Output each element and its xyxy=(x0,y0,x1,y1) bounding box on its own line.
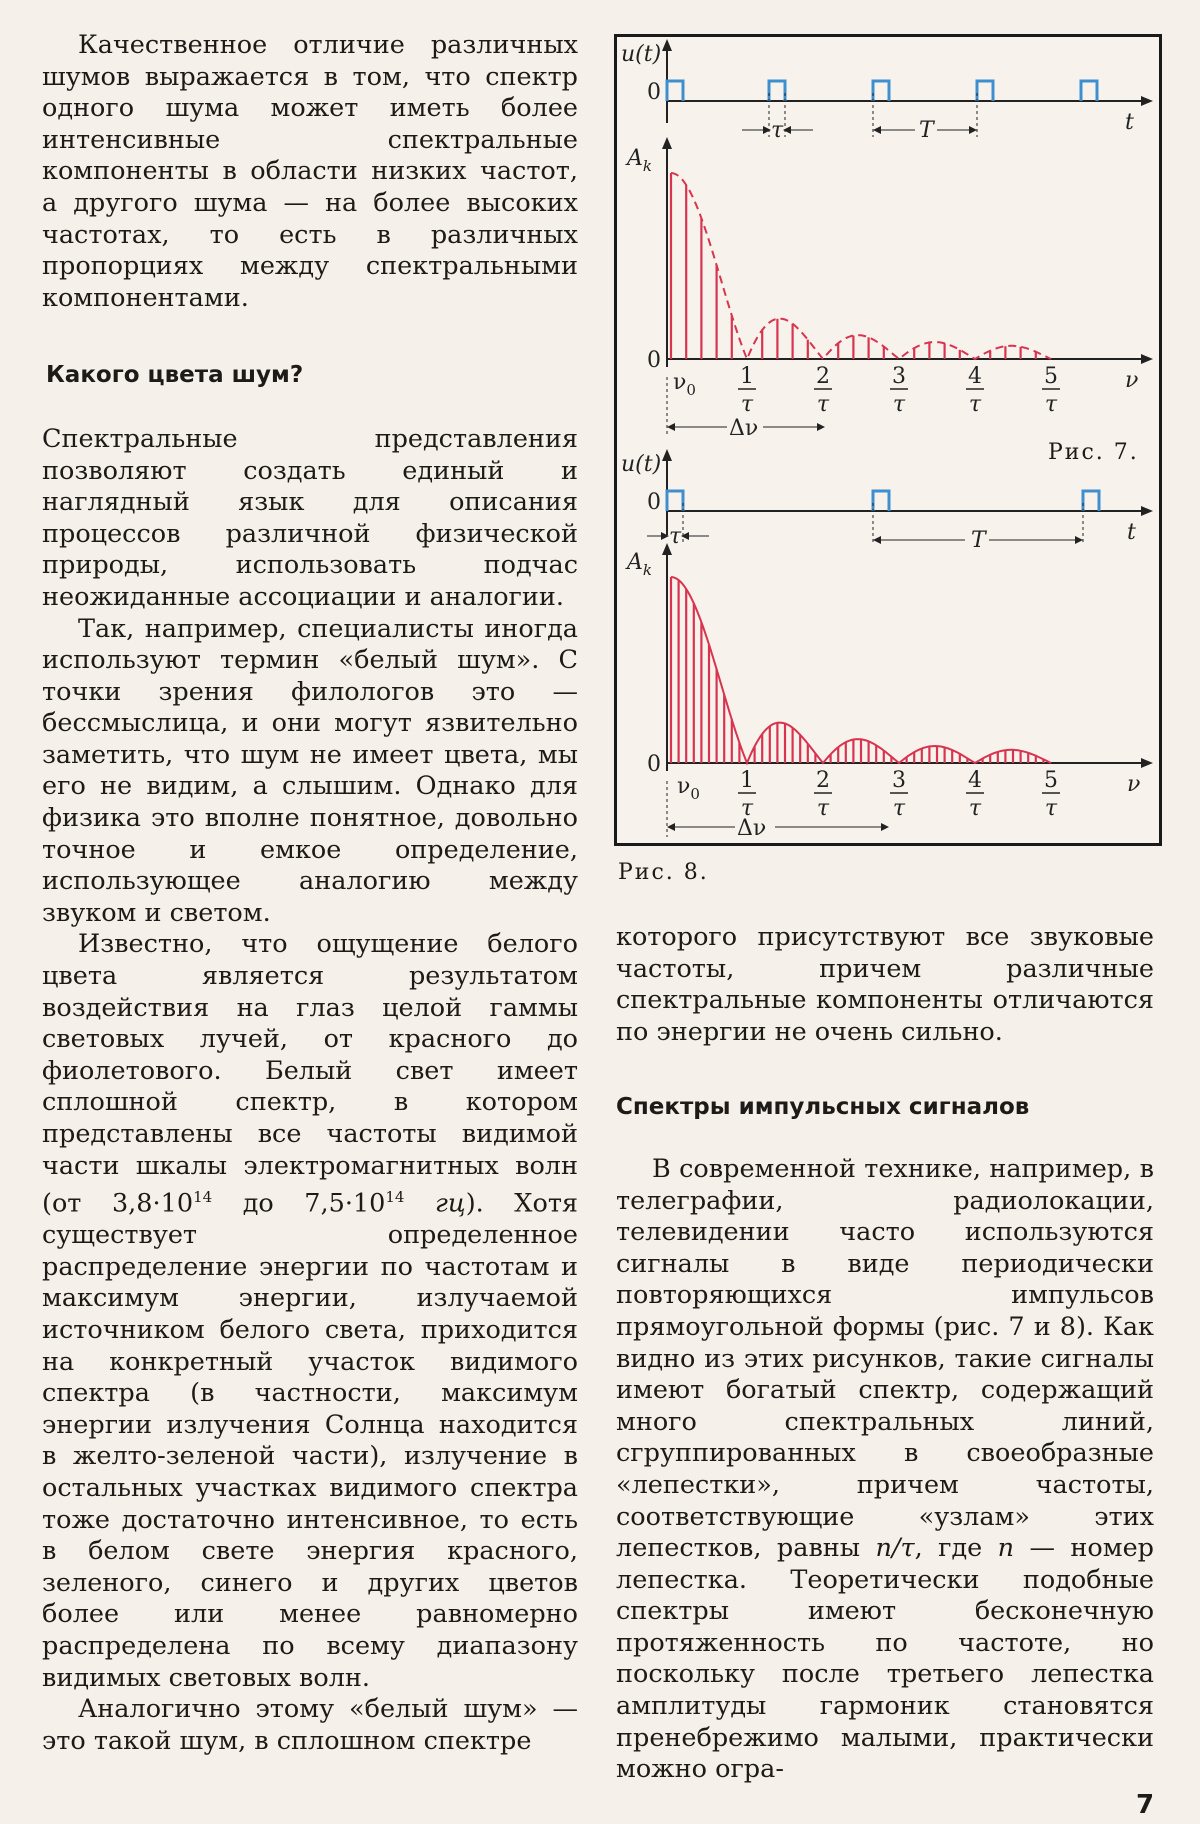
fig8-spectral-lines xyxy=(671,577,1043,763)
pulse-text-c: — номер лепестка. Теоретически подобные спектры имеют бесконечную протяженность по частоте, но поскольку после третьего лепестка амплитуды гармоник становятся пренебрежимо малыми, практически можно огра- xyxy=(616,1533,1154,1785)
pulse-1 xyxy=(667,491,683,511)
left-column xyxy=(42,30,578,1757)
fig7-t-axis: t xyxy=(1125,110,1134,135)
fig7-pulses xyxy=(667,81,1097,101)
white-light-text-b: до 7,5·10 xyxy=(212,1188,386,1219)
fig7-zero-spectrum: 0 xyxy=(647,348,661,373)
paragraph-continuation: которого присутствуют все звуковые частоты, причем различные спектральные компоненты отличаются по энергии не очень сильно. xyxy=(616,922,1154,1047)
fig8-u-label: u(t) xyxy=(621,452,662,477)
fig7-x-tick-labels xyxy=(738,364,1060,417)
white-light-text-c: ). Хотя существует определенное распределение энергии по частотам и максимум энергии, излучаемой источником белого света, приходится на конкретный участок видимого спектра (в частности, максимум энергии излучения Солнца находится в желто-зеленой части), излучение в остальных участках видимого спектра тоже достаточно интенсивное, то есть в белом свете энергия красного, зеленого, синего и других цветов более или менее равномерно распределена по всему диапазону видимых световых волн. xyxy=(42,1188,579,1693)
tick-numerator-4: 4 xyxy=(968,768,982,793)
fig8-tau-label: τ xyxy=(669,524,682,549)
white-light-text-a: Известно, что ощущение белого цвета является результатом воздействия на глаз целой гаммы световых лучей, от красного до фиолетового. Белый свет имеет сплошной спектр, в котором представлены все частоты видимой части шкалы электромагнитных волн (от 3,8·10 xyxy=(42,929,578,1219)
tick-numerator-5: 5 xyxy=(1044,768,1058,793)
fig8-envelope-curve xyxy=(671,577,1051,763)
fig7-u-label: u(t) xyxy=(621,42,662,67)
fig8-nu0-label: $\nu_0$ xyxy=(677,774,700,803)
fig7-pulse-graph xyxy=(621,39,1153,143)
tick-numerator-3: 3 xyxy=(892,768,906,793)
pulse-3 xyxy=(873,81,889,101)
tick-denominator-3: τ xyxy=(892,796,906,821)
paragraph-white-light xyxy=(42,929,578,1694)
unit-hz: гц xyxy=(435,1188,466,1219)
fig7-nu-axis: ν xyxy=(1125,368,1139,393)
tick-denominator-4: τ xyxy=(968,796,982,821)
tick-denominator-2: τ xyxy=(816,392,830,417)
fig8-pulses xyxy=(667,491,1099,511)
pulse-text-a: В современной технике, например, в телеграфии, радиолокации, телевидении часто используются сигналы в виде периодически повторяющихся импульсов прямоугольной формы (рис. 7 и 8). Как видно из этих рисунков, такие сигналы имеют богатый спектр, содержащий много спектральных линий, сгруппированных в своеобразные «лепестки», причем частоты, соответствующие «узлам» этих лепестков, равны xyxy=(616,1153,1154,1564)
pulse-4 xyxy=(977,81,993,101)
tick-numerator-1: 1 xyxy=(740,768,754,793)
paragraph-intro: Качественное отличие различных шумов выражается в том, что спектр одного шума может иметь более интенсивные спектральные компоненты в области низких частот, а другого шума — на более высоких частотах, то есть в различных пропорциях между спектральными компонентами. xyxy=(42,30,578,313)
section-heading-pulse-spectra: Спектры импульсных сигналов xyxy=(616,1094,1030,1121)
tick-denominator-5: τ xyxy=(1044,392,1058,417)
fig8-t-axis: t xyxy=(1127,520,1136,545)
fig8-delta-nu: Δν xyxy=(737,816,767,841)
tick-denominator-1: τ xyxy=(740,796,754,821)
page-number: 7 xyxy=(1136,1790,1155,1820)
pulse-5 xyxy=(1081,81,1097,101)
tick-numerator-2: 2 xyxy=(816,364,830,389)
tick-denominator-1: τ xyxy=(740,392,754,417)
pulse-3 xyxy=(1083,491,1099,511)
fig7-nu0-label: $\nu_0$ xyxy=(673,370,696,399)
paragraph-white-noise-term: Так, например, специалисты иногда используют термин «белый шум». С точки зрения филологов это — бессмыслица, и они могут язвительно заметить, что шум не имеет цвета, мы его не видим, а слышим. Однако для физика это вполне понятное, довольно точное и емкое определение, использующее аналогию между звуком и светом. xyxy=(42,613,578,928)
fig7-delta-nu: Δν xyxy=(729,416,759,441)
figure-7-caption: Рис. 7. xyxy=(1048,440,1139,465)
fig8-x-tick-labels xyxy=(738,768,1060,821)
fig7-zero-label: 0 xyxy=(647,80,661,105)
exponent-2: 14 xyxy=(385,1188,405,1207)
tick-denominator-2: τ xyxy=(816,796,830,821)
fig8-zero-label: 0 xyxy=(647,490,661,515)
tick-numerator-1: 1 xyxy=(740,364,754,389)
tick-denominator-5: τ xyxy=(1044,796,1058,821)
fig7-spectrum-graph xyxy=(625,137,1153,441)
fig8-zero-spectrum: 0 xyxy=(647,752,661,777)
pulse-2 xyxy=(873,491,889,511)
fig8-nu-axis: ν xyxy=(1127,772,1141,797)
tick-numerator-2: 2 xyxy=(816,768,830,793)
fig7-tau-label: τ xyxy=(771,118,784,143)
fig7-spectral-lines xyxy=(671,173,1036,359)
fig7-period-label: T xyxy=(919,118,934,143)
variable-n: n xyxy=(997,1533,1015,1564)
right-column xyxy=(616,922,1154,1786)
fig8-period-label: T xyxy=(971,528,986,553)
fig8-spectrum-graph xyxy=(625,543,1153,841)
pulse-2 xyxy=(769,81,785,101)
tick-denominator-3: τ xyxy=(892,392,906,417)
paragraph-spectral-language: Спектральные представления позволяют создать единый и наглядный язык для описания процессов различной физической природы, использовать подчас неожиданные ассоциации и аналогии. xyxy=(42,423,578,612)
tick-numerator-3: 3 xyxy=(892,364,906,389)
tick-denominator-4: τ xyxy=(968,392,982,417)
tick-numerator-5: 5 xyxy=(1044,364,1058,389)
exponent-1: 14 xyxy=(193,1188,213,1207)
paragraph-white-noise-analogy: Аналогично этому «белый шум» — это такой шум, в сплошном спектре xyxy=(42,1694,578,1756)
tick-numerator-4: 4 xyxy=(968,364,982,389)
figure-8-caption: Рис. 8. xyxy=(618,860,709,885)
pulse-1 xyxy=(667,81,683,101)
paragraph-pulse-signals xyxy=(616,1154,1154,1786)
pulse-text-b: , где xyxy=(914,1533,998,1564)
formula-n-over-tau: n/τ xyxy=(875,1533,915,1564)
section-heading-noise-color: Какого цвета шум? xyxy=(46,362,304,389)
fig7-a-label: $A_k$ xyxy=(627,146,652,175)
fig8-a-label: $A_k$ xyxy=(627,550,652,579)
fig7-envelope-curve xyxy=(671,173,1051,359)
